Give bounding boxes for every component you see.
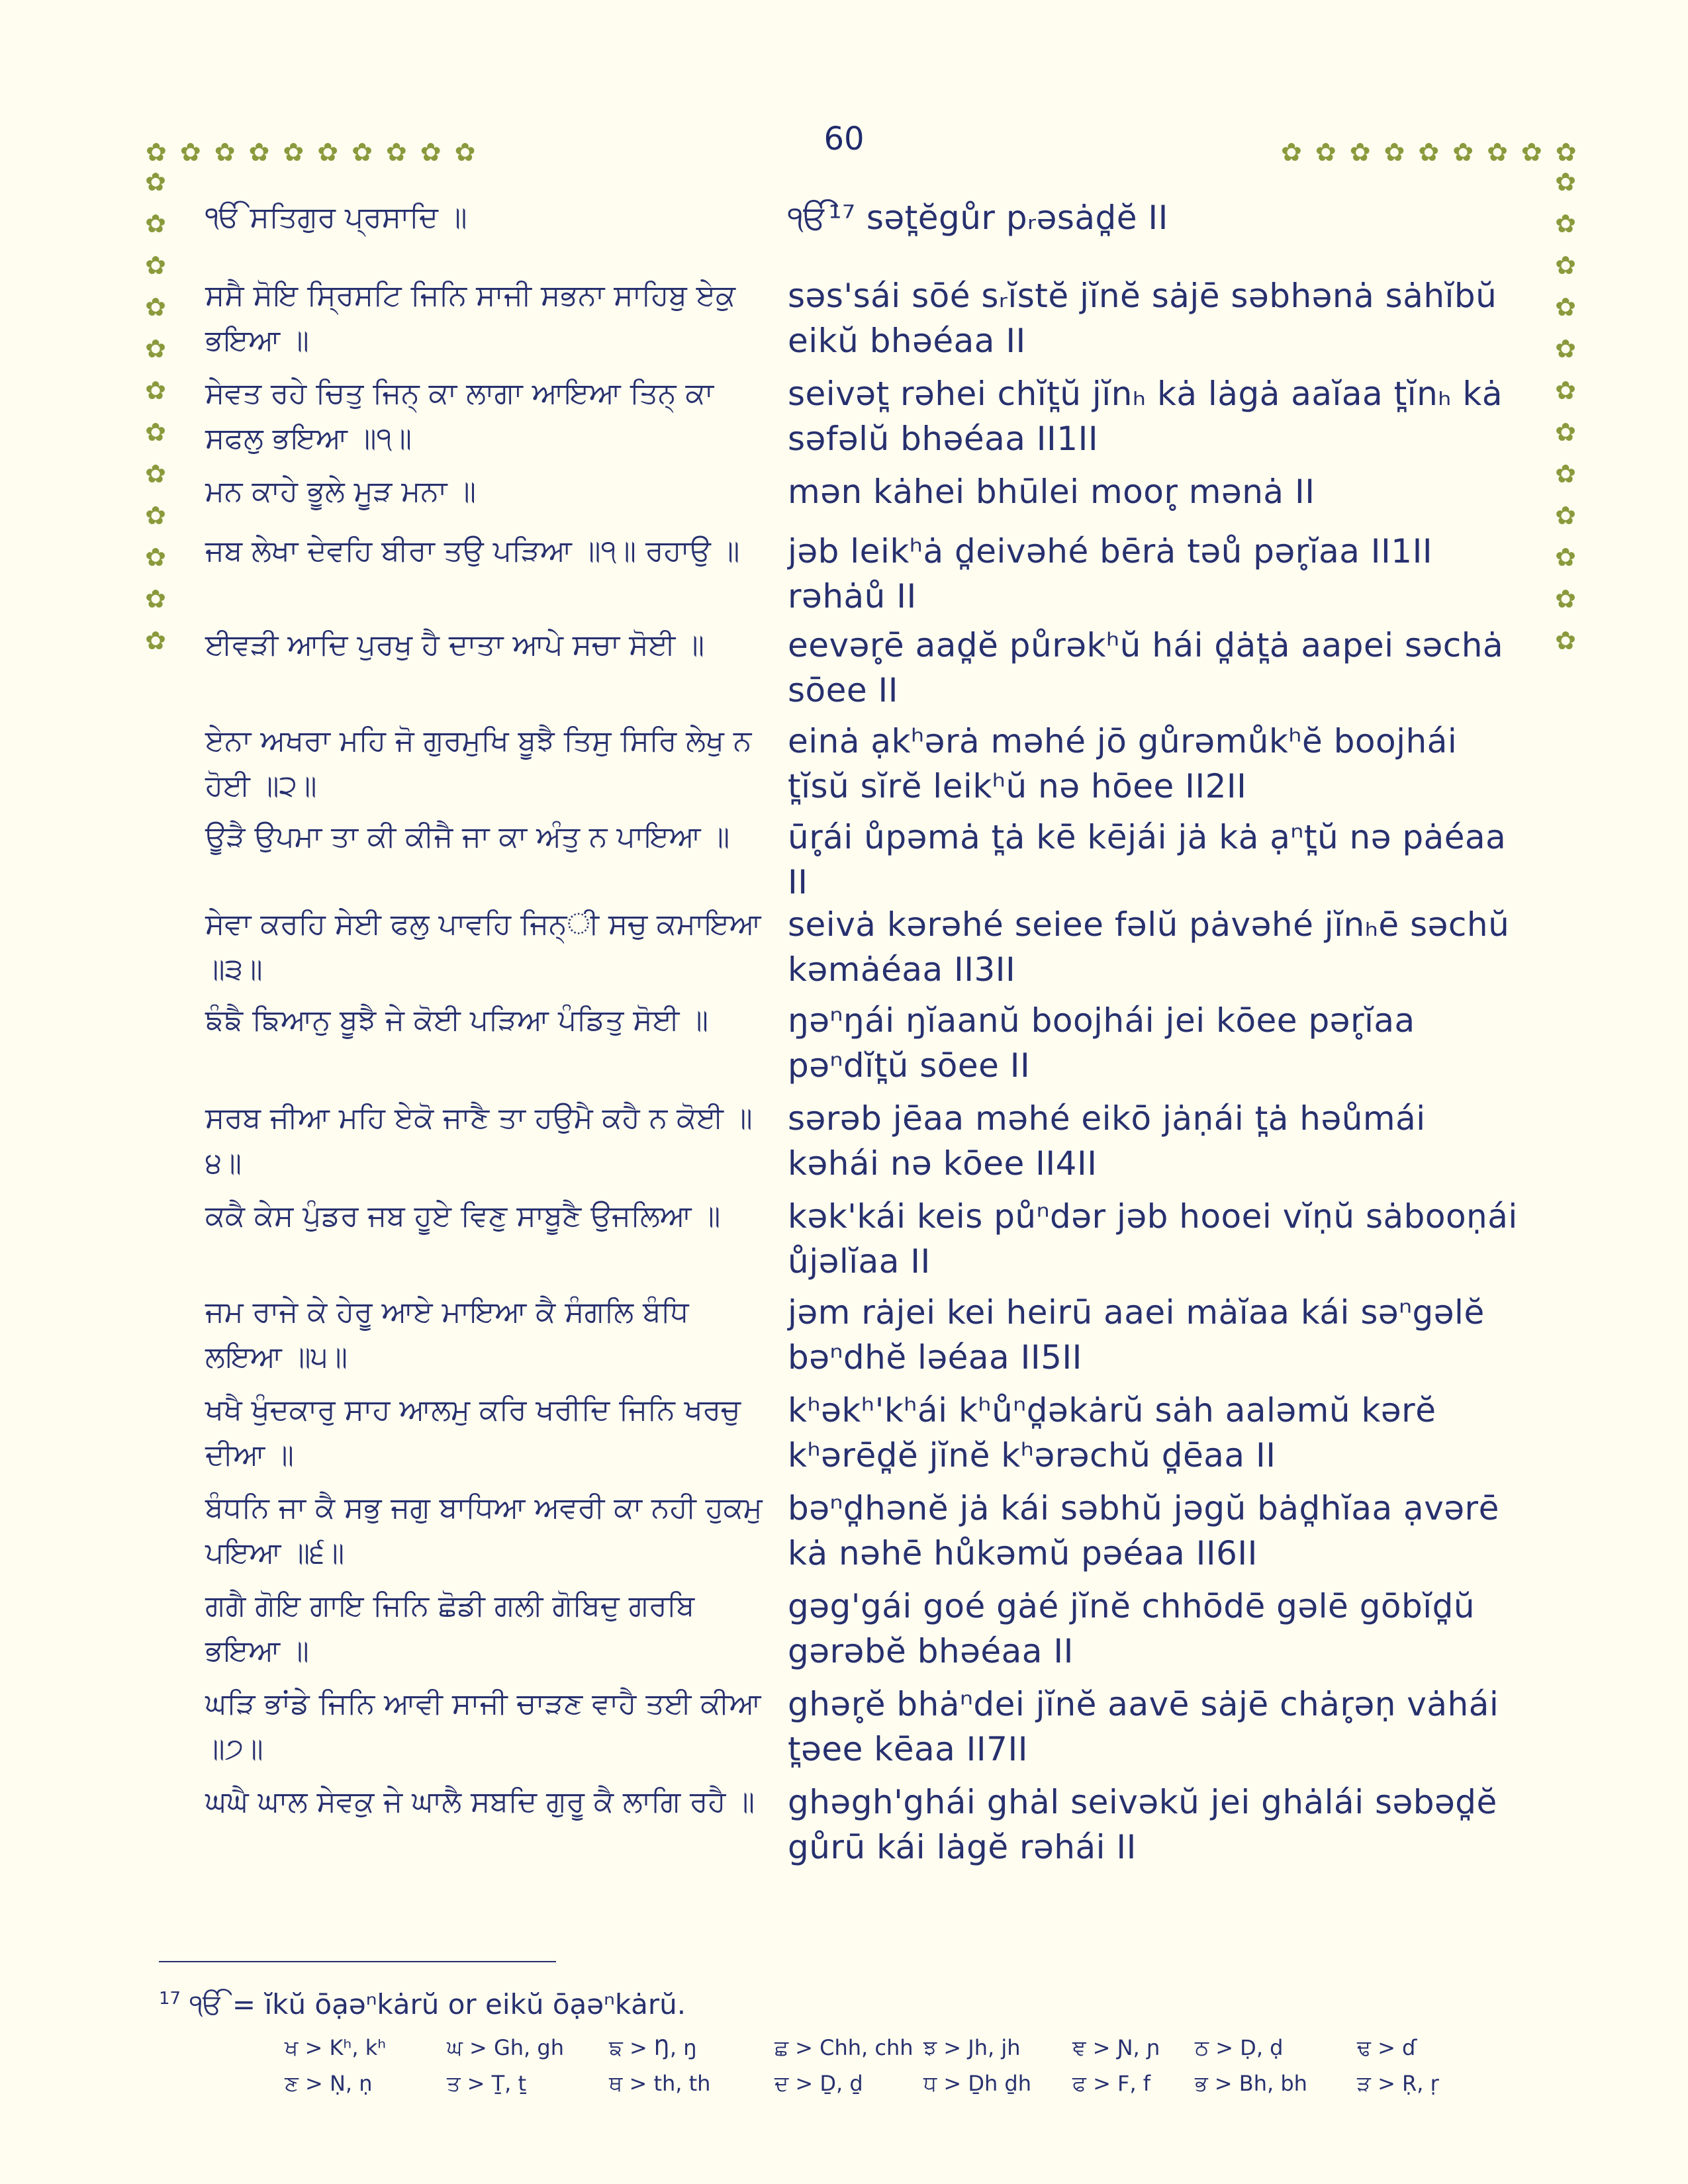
flower-icon: ✿ [145,543,166,572]
verse-row [205,371,1523,469]
key-entry: ਧ > Ḏh ḏh [923,2071,1032,2096]
key-entry: ਭ > Bh, bh [1195,2071,1307,2096]
flower-icon: ✿ [454,138,476,167]
verse-row [205,1290,1523,1388]
transliteration: seivȧ kərəhé seiee fəlŭ pȧvəhé jĭnₕē səchŭ kəmȧéaa II3II [788,905,1510,989]
transliteration: mən kȧhei bhūlei moor̥ mənȧ II [788,473,1315,511]
flower-icon: ✿ [145,251,166,280]
gurmukhi-verse: ਜਬ ਲੇਖਾ ਦੇਵਹਿ ਬੀਰਾ ਤਉ ਪੜਿਆ ॥੧॥ ਰਹਾਉ ॥ [205,534,740,568]
verse-row [205,1486,1523,1584]
flower-icon: ✿ [145,167,166,197]
gurmukhi-verse: ਊੜੈ ਉਪਮਾ ਤਾ ਕੀ ਕੀਜੈ ਜਾ ਕਾ ਅੰਤੁ ਨ ਪਾਇਆ ॥ [205,820,730,854]
key-entry: ਦ > Ḏ, ḏ [774,2071,863,2096]
transliteration: ŋəⁿŋái ŋĭaanŭ boojhái jei kōee pər̥ĭaa pəⁿdĭt̪ŭ sōee II [788,1001,1415,1085]
verse-table [205,195,1523,1878]
top-right-ornament-row [1281,136,1577,169]
transliteration: seivət̪ rəhei chĭt̪ŭ jĭnₕ kȧ lȧgȧ aaĭaa t̪ĭnₕ kȧ səfəlŭ bhəéaa II1II [788,375,1503,458]
flower-icon: ✿ [1555,626,1576,655]
verse-row [205,1388,1523,1486]
verse-row [205,719,1523,815]
transliteration: jəm rȧjei kei heirū aaei mȧĭaa kái səⁿgəlĕ bəⁿdhĕ ləéaa II5II [788,1293,1485,1377]
transliteration: kʰəkʰ'kʰái kʰůⁿd̪əkȧrŭ sȧh aaləmŭ kərĕ kʰərēd̪ĕ jĭnĕ kʰərəchŭ d̪ēaa II [788,1391,1436,1475]
footnote-number: 17 [159,1989,181,2009]
key-entry: ਫ > F, f [1072,2071,1151,2096]
gurmukhi-verse: ੴ ਸਤਿਗੁਰ ਪ੍ਰਸਾਦਿ ॥ [205,201,467,234]
flower-icon: ✿ [420,138,442,167]
key-entry: ਥ > th, th [609,2071,711,2096]
top-left-ornament-row [146,136,475,169]
transliteration: ghər̥ĕ bhȧⁿdei jĭnĕ aavē sȧjē chȧr̥əṇ vȧhái t̪əee kēaa II7II [788,1685,1499,1768]
flower-icon: ✿ [145,209,166,238]
flower-icon: ✿ [1315,138,1336,167]
flower-icon: ✿ [145,584,166,614]
key-entry: ਞ > Ɲ, ɲ [1072,2035,1160,2060]
flower-icon: ✿ [352,138,373,167]
gurmukhi-verse: ਸਰਬ ਜੀਆ ਮਹਿ ਏਕੋ ਜਾਣੈ ਤਾ ਹਉਮੈ ਕਹੈ ਨ ਕੋਈ ॥੪॥ [205,1101,753,1180]
verse-row [205,815,1523,902]
transliteration: səs'sái sōé sᵣĭstĕ jĭnĕ sȧjē səbhənȧ sȧhĭbŭ eikŭ bhəéaa II [788,277,1497,360]
key-entry: ਛ > Chh, chh [774,2035,914,2060]
key-entry: ਝ > Jh, jh [923,2035,1021,2060]
gurmukhi-verse: ਬੰਧਨਿ ਜਾ ਕੈ ਸਭੁ ਜਗੁ ਬਾਧਿਆ ਅਵਰੀ ਕਾ ਨਹੀ ਹੁਕਮੁ ਪਇਆ ॥੬॥ [205,1491,763,1570]
transliteration: ghəgh'ghái ghȧl seivəkŭ jei ghȧlái səbəd̪ĕ gůrū kái lȧgĕ rəhái II [788,1783,1497,1866]
gurmukhi-verse: ਘੜਿ ਭਾਂਡੇ ਜਿਨਿ ਆਵੀ ਸਾਜੀ ਚਾੜਣ ਵਾਹੈ ਤਈ ਕੀਆ ॥੭॥ [205,1687,761,1766]
flower-icon: ✿ [1555,293,1576,322]
flower-icon: ✿ [1452,138,1474,167]
flower-icon: ✿ [283,138,305,167]
page-number: 60 [823,120,865,158]
flower-icon: ✿ [145,334,166,363]
transliteration: bəⁿd̪hənĕ jȧ kái səbhŭ jəgŭ bȧd̪hĭaa ạvərē kȧ nəhē hůkəmŭ pəéaa II6II [788,1489,1499,1572]
gurmukhi-verse: ਮਨ ਕਾਹੇ ਭੂਲੇ ਮੂੜ ਮਨਾ ॥ [205,475,477,508]
key-entry: ਤ > Ṯ, ṯ [447,2071,527,2096]
flower-icon: ✿ [1555,334,1576,363]
flower-icon: ✿ [1555,138,1577,167]
flower-icon: ✿ [1555,167,1576,197]
flower-icon: ✿ [145,293,166,322]
verse-row [205,195,1523,273]
flower-icon: ✿ [317,138,339,167]
transliteration: sərəb jēaa məhé eikō jȧṇái t̪ȧ həůmái kəhái nə kōee II4II [788,1099,1426,1183]
flower-icon: ✿ [145,376,166,405]
flower-icon: ✿ [145,626,166,655]
gurmukhi-verse: ਈਵੜੀ ਆਦਿ ਪੁਰਖੁ ਹੈ ਦਾਤਾ ਆਪੇ ਸਚਾ ਸੋਈ ॥ [205,628,705,662]
key-entry: ਣ > Ṇ, ṇ [285,2071,373,2096]
verse-row [205,1682,1523,1780]
right-ornament-column [1549,165,1582,657]
verse-row [205,273,1523,371]
key-entry: ਖ > Kʰ, kʰ [285,2035,387,2060]
verse-row [205,469,1523,529]
flower-icon: ✿ [1555,251,1576,280]
flower-icon: ✿ [1383,138,1405,167]
transliteration: gəg'gái goé gȧé jĭnĕ chhōdē gəlē gōbĭd̪ŭ gərəbĕ bhəéaa II [788,1587,1476,1670]
gurmukhi-verse: ਜਮ ਰਾਜੇ ਕੇ ਹੇਰੂ ਆਏ ਮਾਇਆ ਕੈ ਸੰਗਲਿ ਬੰਧਿ ਲਇਆ ॥੫॥ [205,1295,689,1374]
transliteration: ੴ¹⁷ sət̪ĕgůr pᵣəsȧd̪ĕ II [788,199,1168,237]
flower-icon: ✿ [145,418,166,447]
verse-row [205,1584,1523,1682]
gurmukhi-verse: ਸੇਵਾ ਕਰਹਿ ਸੇਈ ਫਲੁ ਪਾਵਹਿ ਜਿਨ੍ੀ ਸਚੁ ਕਮਾਇਆ ॥੩॥ [205,907,761,986]
flower-icon: ✿ [179,138,201,167]
flower-icon: ✿ [248,138,270,167]
transliteration: kək'kái keis půⁿdər jəb hooei vĭṇŭ sȧbooṇái ůjəlĭaa II [788,1197,1518,1281]
footnote [159,1979,686,2025]
flower-icon: ✿ [1555,584,1576,614]
verse-row [205,902,1523,998]
flower-icon: ✿ [1555,501,1576,530]
flower-icon: ✿ [1349,138,1371,167]
flower-icon: ✿ [1281,138,1302,167]
gurmukhi-verse: ਙੰਙੈ ਙਿਆਨੁ ਬੂਝੈ ਜੇ ਕੋਈ ਪੜਿਆ ਪੰਡਿਤੁ ਸੋਈ ॥ [205,1003,709,1037]
transliteration: ūr̥ái ůpəmȧ t̪ȧ kē kējái jȧ kȧ ạⁿt̪ŭ nə pȧéaa II [788,818,1507,901]
flower-icon: ✿ [1555,459,1576,488]
flower-icon: ✿ [1521,138,1542,167]
transliteration: einȧ ạkʰərȧ məhé jō gůrəmůkʰĕ boojhái t̪ĭsŭ sĭrĕ leikʰŭ nə hōee II2II [788,722,1458,805]
flower-icon: ✿ [385,138,407,167]
key-entry: ਘ > Gh, gh [447,2035,564,2060]
gurmukhi-verse: ਏਨਾ ਅਖਰਾ ਮਹਿ ਜੋ ਗੁਰਮੁਖਿ ਬੂਝੈ ਤਿਸੁ ਸਿਰਿ ਲੇਖੁ ਨ ਹੋਈ ॥੨॥ [205,724,752,803]
key-entry: ਙ > Ŋ, ŋ [609,2035,697,2060]
gurmukhi-verse: ਕਕੈ ਕੇਸ ਪੁੰਡਰ ਜਬ ਹੂਏ ਵਿਣੁ ਸਾਬੂਣੈ ਉਜਲਿਆ ॥ [205,1199,721,1233]
verse-row [205,1194,1523,1290]
transliteration: jəb leikʰȧ d̪eivəhé bērȧ təů pər̥ĭaa II1II rəhȧů II [788,532,1433,615]
footnote-text: ੴ = ĭkŭ ōạəⁿkȧrŭ or eikŭ ōạəⁿkȧrŭ. [189,1988,686,2021]
gurmukhi-verse: ਸੇਵਤ ਰਹੇ ਚਿਤੁ ਜਿਨ੍ ਕਾ ਲਾਗਾ ਆਇਆ ਤਿਨ੍ ਕਾ ਸਫਲੁ ਭਇਆ ॥੧॥ [205,377,714,455]
verse-row [205,529,1523,623]
key-entry: ੜ > Ṛ, ṛ [1357,2071,1439,2096]
flower-icon: ✿ [1555,418,1576,447]
verse-row [205,1780,1523,1878]
flower-icon: ✿ [145,501,166,530]
flower-icon: ✿ [1418,138,1440,167]
verse-row [205,1096,1523,1194]
gurmukhi-verse: ਖਖੈ ਖੁੰਦਕਾਰੁ ਸਾਹ ਆਲਮੁ ਕਰਿ ਖਰੀਦਿ ਜਿਨਿ ਖਰਚੁ ਦੀਆ ॥ [205,1393,741,1472]
key-entry: ਢ > ɗ [1357,2035,1417,2060]
flower-icon: ✿ [1555,376,1576,405]
transliteration: eevər̥ē aad̪ĕ půrəkʰŭ hái d̪ȧt̪ȧ aapei səchȧ sōee II [788,626,1504,709]
flower-icon: ✿ [1555,543,1576,572]
flower-icon: ✿ [214,138,236,167]
gurmukhi-verse: ਸਸੈ ਸੋਇ ਸ੍ਰਿਸਟਿ ਜਿਨਿ ਸਾਜੀ ਸਭਨਾ ਸਾਹਿਬੁ ਏਕੁ ਭਇਆ ॥ [205,279,736,357]
gurmukhi-verse: ਗਗੈ ਗੋਇ ਗਾਇ ਜਿਨਿ ਛੋਡੀ ਗਲੀ ਗੋਬਿਦੁ ਗਰਬਿ ਭਇਆ ॥ [205,1589,695,1668]
verse-row [205,623,1523,719]
gurmukhi-verse: ਘਘੈ ਘਾਲ ਸੇਵਕੁ ਜੇ ਘਾਲੈ ਸਬਦਿ ਗੁਰੂ ਕੈ ਲਾਗਿ ਰਹੈ ॥ [205,1785,755,1819]
flower-icon: ✿ [145,459,166,488]
left-ornament-column [139,165,172,657]
key-entry: ਠ > Ḍ, ḍ [1195,2035,1284,2060]
verse-row [205,998,1523,1096]
flower-icon: ✿ [146,138,167,167]
pronunciation-key [285,2033,1456,2098]
flower-icon: ✿ [1555,209,1576,238]
footnote-divider [159,1961,556,1962]
flower-icon: ✿ [1487,138,1508,167]
